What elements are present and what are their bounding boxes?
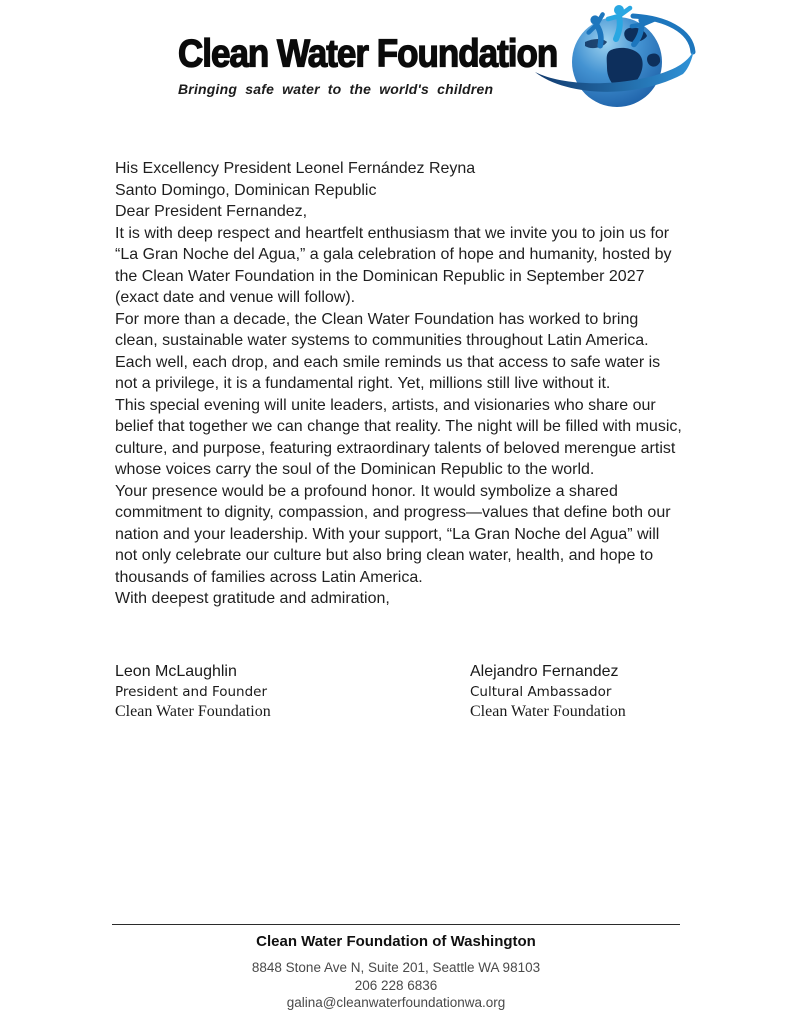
body-paragraph-4: Your presence would be a profound honor. It would symbolize a shared commitment to dignity, compassion, and progress—values that define both our nation and your leadership. With your support, “La Gran Noche del Agua” will not only celebrate our culture but also bring clean water, health, and hope to thousands of families across Latin America. xyxy=(115,482,671,586)
signatory-title: President and Founder xyxy=(115,683,268,700)
org-logo xyxy=(178,31,558,97)
letter-footer xyxy=(112,924,680,1012)
footer-email: galina@cleanwaterfoundationwa.org xyxy=(286,995,506,1010)
footer-organization: Clean Water Foundation of Washington xyxy=(256,933,536,950)
signature-block-right xyxy=(470,662,683,722)
closing-line: With deepest gratitude and admiration, xyxy=(115,590,390,607)
salutation-line: Dear President Fernandez, xyxy=(115,203,308,220)
signatory-name: Leon McLaughlin xyxy=(115,662,237,680)
logo-tagline: Bringing safe water to the world's children xyxy=(178,81,494,97)
recipient-line: His Excellency President Leonel Fernández Reyna xyxy=(115,160,476,177)
signatory-name: Alejandro Fernandez xyxy=(470,662,619,680)
body-paragraph-3: This special evening will unite leaders, artists, and visionaries who share our belief that together we can change that reality. The night will be filled with music, culture, and purpose, featuring extraordinary talents of beloved merengue artist whose voices carry the soul of the Dominican Republic to the world. xyxy=(115,396,682,478)
signatory-organization: Clean Water Foundation xyxy=(115,702,271,720)
footer-address: 8848 Stone Ave N, Suite 201, Seattle WA 98103 xyxy=(251,960,541,975)
signatory-title: Cultural Ambassador xyxy=(470,683,612,700)
body-paragraph-1: It is with deep respect and heartfelt enthusiasm that we invite you to join us for “La Gran Noche del Agua,” a gala celebration of hope and humanity, hosted by the Clean Water Foundation in the Dominican Republic in September 2027 (exact date and venue will follow). xyxy=(115,224,672,306)
signatory-organization: Clean Water Foundation xyxy=(470,702,626,720)
footer-divider xyxy=(112,924,680,925)
letter-body xyxy=(115,158,683,722)
footer-phone: 206 228 6836 xyxy=(354,977,438,993)
globe-icon xyxy=(533,2,697,114)
logo-title: Clean Water Foundation xyxy=(178,31,558,76)
signature-row xyxy=(115,662,683,722)
body-paragraph-2: For more than a decade, the Clean Water Foundation has worked to bring clean, sustainable water systems to communities throughout Latin America. Each well, each drop, and each smile reminds us that access to safe water is not a privilege, it is a fundamental right. Yet, millions still live without it. xyxy=(115,310,661,392)
recipient-location-line: Santo Domingo, Dominican Republic xyxy=(115,181,377,199)
signature-block-left xyxy=(115,662,470,722)
